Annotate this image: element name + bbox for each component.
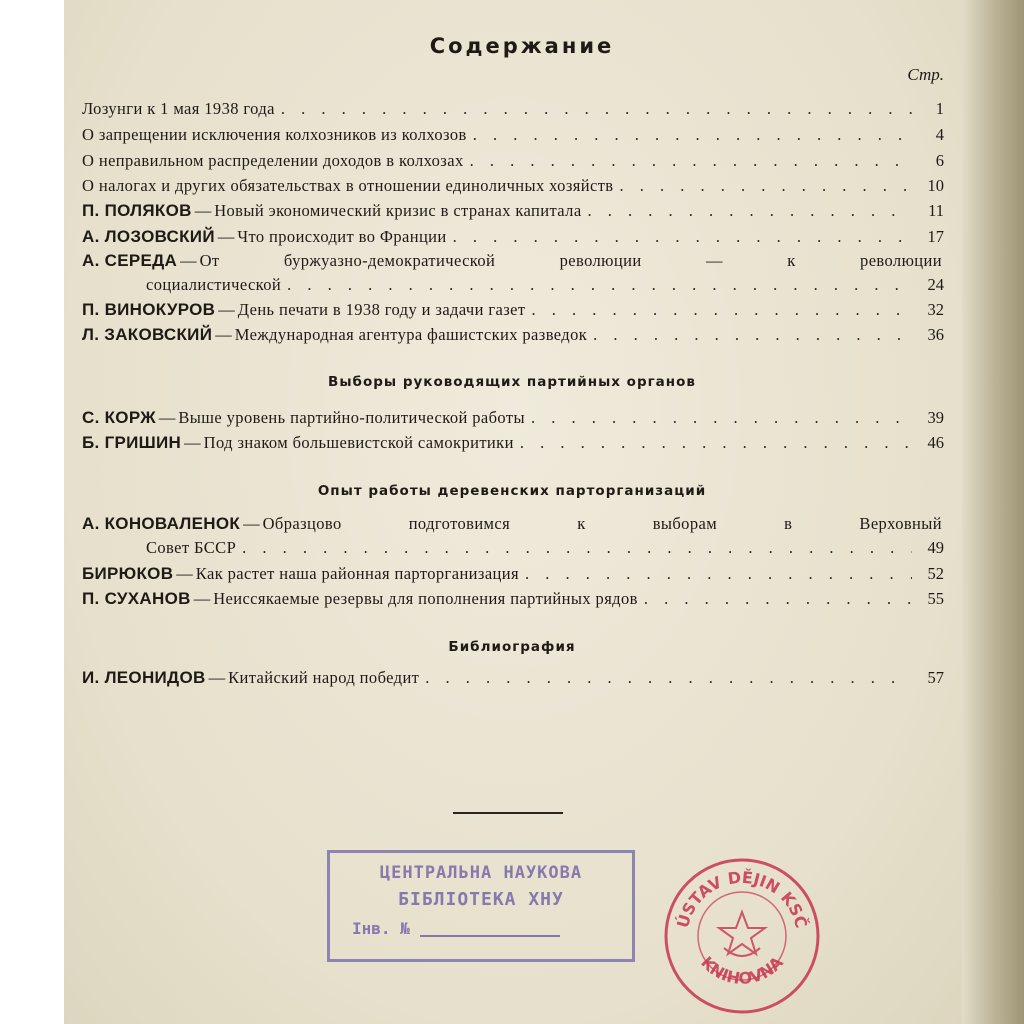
page-number: 49 (927, 538, 944, 557)
entry-author: П. СУХАНОВ (82, 589, 191, 608)
page-number: 1 (935, 99, 944, 118)
institute-round-stamp (662, 856, 822, 1016)
page-number: 46 (927, 433, 944, 452)
page-title: Содержание (429, 34, 615, 58)
section-heading: Опыт работы деревенских парторганизаций (317, 483, 707, 499)
entry-author: П. ПОЛЯКОВ (82, 201, 192, 220)
toc-entry[interactable]: БИРЮКОВ — Как растет наша районная парторганизация . . . 52 (82, 562, 944, 586)
svg-text:KNIHOVNA (697, 952, 787, 988)
toc-entry[interactable]: Б. ГРИШИН — Под знаком большевистской самокритики . . . 46 (82, 431, 944, 455)
toc-entry[interactable]: И. ЛЕОНИДОВ — Китайский народ победит . . . 57 (82, 666, 944, 690)
page-number: 52 (927, 564, 944, 583)
page-number: 4 (935, 125, 944, 144)
entry-author: А. СЕРЕДА (82, 251, 178, 270)
page-number: 17 (927, 227, 944, 246)
page-number: 39 (927, 408, 944, 427)
divider-rule (453, 812, 563, 814)
library-stamp: ЦЕНТРАЛЬНА НАУКОВА БІБЛІОТЕКА ХНУ Інв. № (327, 850, 635, 962)
stamp-bottom-text: KNIHOVNA (697, 952, 787, 989)
page-edge-shadow (962, 0, 1024, 1024)
toc-entry[interactable]: П. ПОЛЯКОВ — Новый экономический кризис в странах капитала . . . 11 (82, 199, 944, 223)
page-number: 32 (927, 300, 944, 319)
entry-author: Б. ГРИШИН (82, 433, 182, 452)
toc-entry[interactable]: А. КОНОВАЛЕНОК — Образцово подготовимся к выборам в Верховный Совет БССР . . . 49 (82, 512, 944, 560)
section-heading: Выборы руководящих партийных органов (328, 374, 696, 390)
toc-entry[interactable]: Л. ЗАКОВСКИЙ — Международная агентура фашистских разведок . . . 36 (82, 323, 944, 347)
toc-entry[interactable]: О неправильном распределении доходов в колхозах . . . 6 (82, 149, 944, 173)
toc-entry[interactable]: Лозунги к 1 мая 1938 года . . . 1 (82, 97, 944, 121)
star-emblem-icon (719, 912, 765, 956)
page-number: 24 (927, 275, 944, 294)
section-heading: Библиография (448, 639, 576, 655)
page-number: 55 (927, 589, 944, 608)
toc-entry[interactable]: С. КОРЖ — Выше уровень партийно-политической работы . . . 39 (82, 406, 944, 430)
entry-author: С. КОРЖ (82, 408, 156, 427)
entry-author: Л. ЗАКОВСКИЙ (82, 325, 213, 344)
page-number: 6 (935, 151, 944, 170)
page-number: 36 (927, 325, 944, 344)
entry-author: П. ВИНОКУРОВ (82, 300, 216, 319)
entry-author: БИРЮКОВ (82, 564, 174, 583)
stamp-top-text: ÚSTAV DĚJIN KSČ (672, 867, 812, 931)
entry-author: А. КОНОВАЛЕНОК (82, 514, 241, 533)
page-number: 57 (927, 668, 944, 687)
page-number: 10 (927, 176, 944, 195)
left-margin (0, 0, 64, 1024)
entry-author: И. ЛЕОНИДОВ (82, 668, 206, 687)
toc-entry[interactable]: О запрещении исключения колхозников из колхозов . . . 4 (82, 123, 944, 147)
toc-entry[interactable]: П. ВИНОКУРОВ — День печати в 1938 году и задачи газет . . . 32 (82, 298, 944, 322)
page-number: 11 (928, 201, 944, 220)
entry-author: А. ЛОЗОВСКИЙ (82, 227, 215, 246)
toc-entry[interactable]: А. ЛОЗОВСКИЙ — Что происходит во Франции . . . 17 (82, 225, 944, 249)
page-column-label: Стр. (907, 65, 944, 84)
toc-entry[interactable]: А. СЕРЕДА — От буржуазно-демократической революции — к революции социалистической . . . 24 (82, 249, 944, 297)
toc-entry[interactable]: П. СУХАНОВ — Неиссякаемые резервы для пополнения партийных рядов . . . 55 (82, 587, 944, 611)
toc-entry[interactable]: О налогах и других обязательствах в отношении единоличных хозяйств . . . 10 (82, 174, 944, 198)
